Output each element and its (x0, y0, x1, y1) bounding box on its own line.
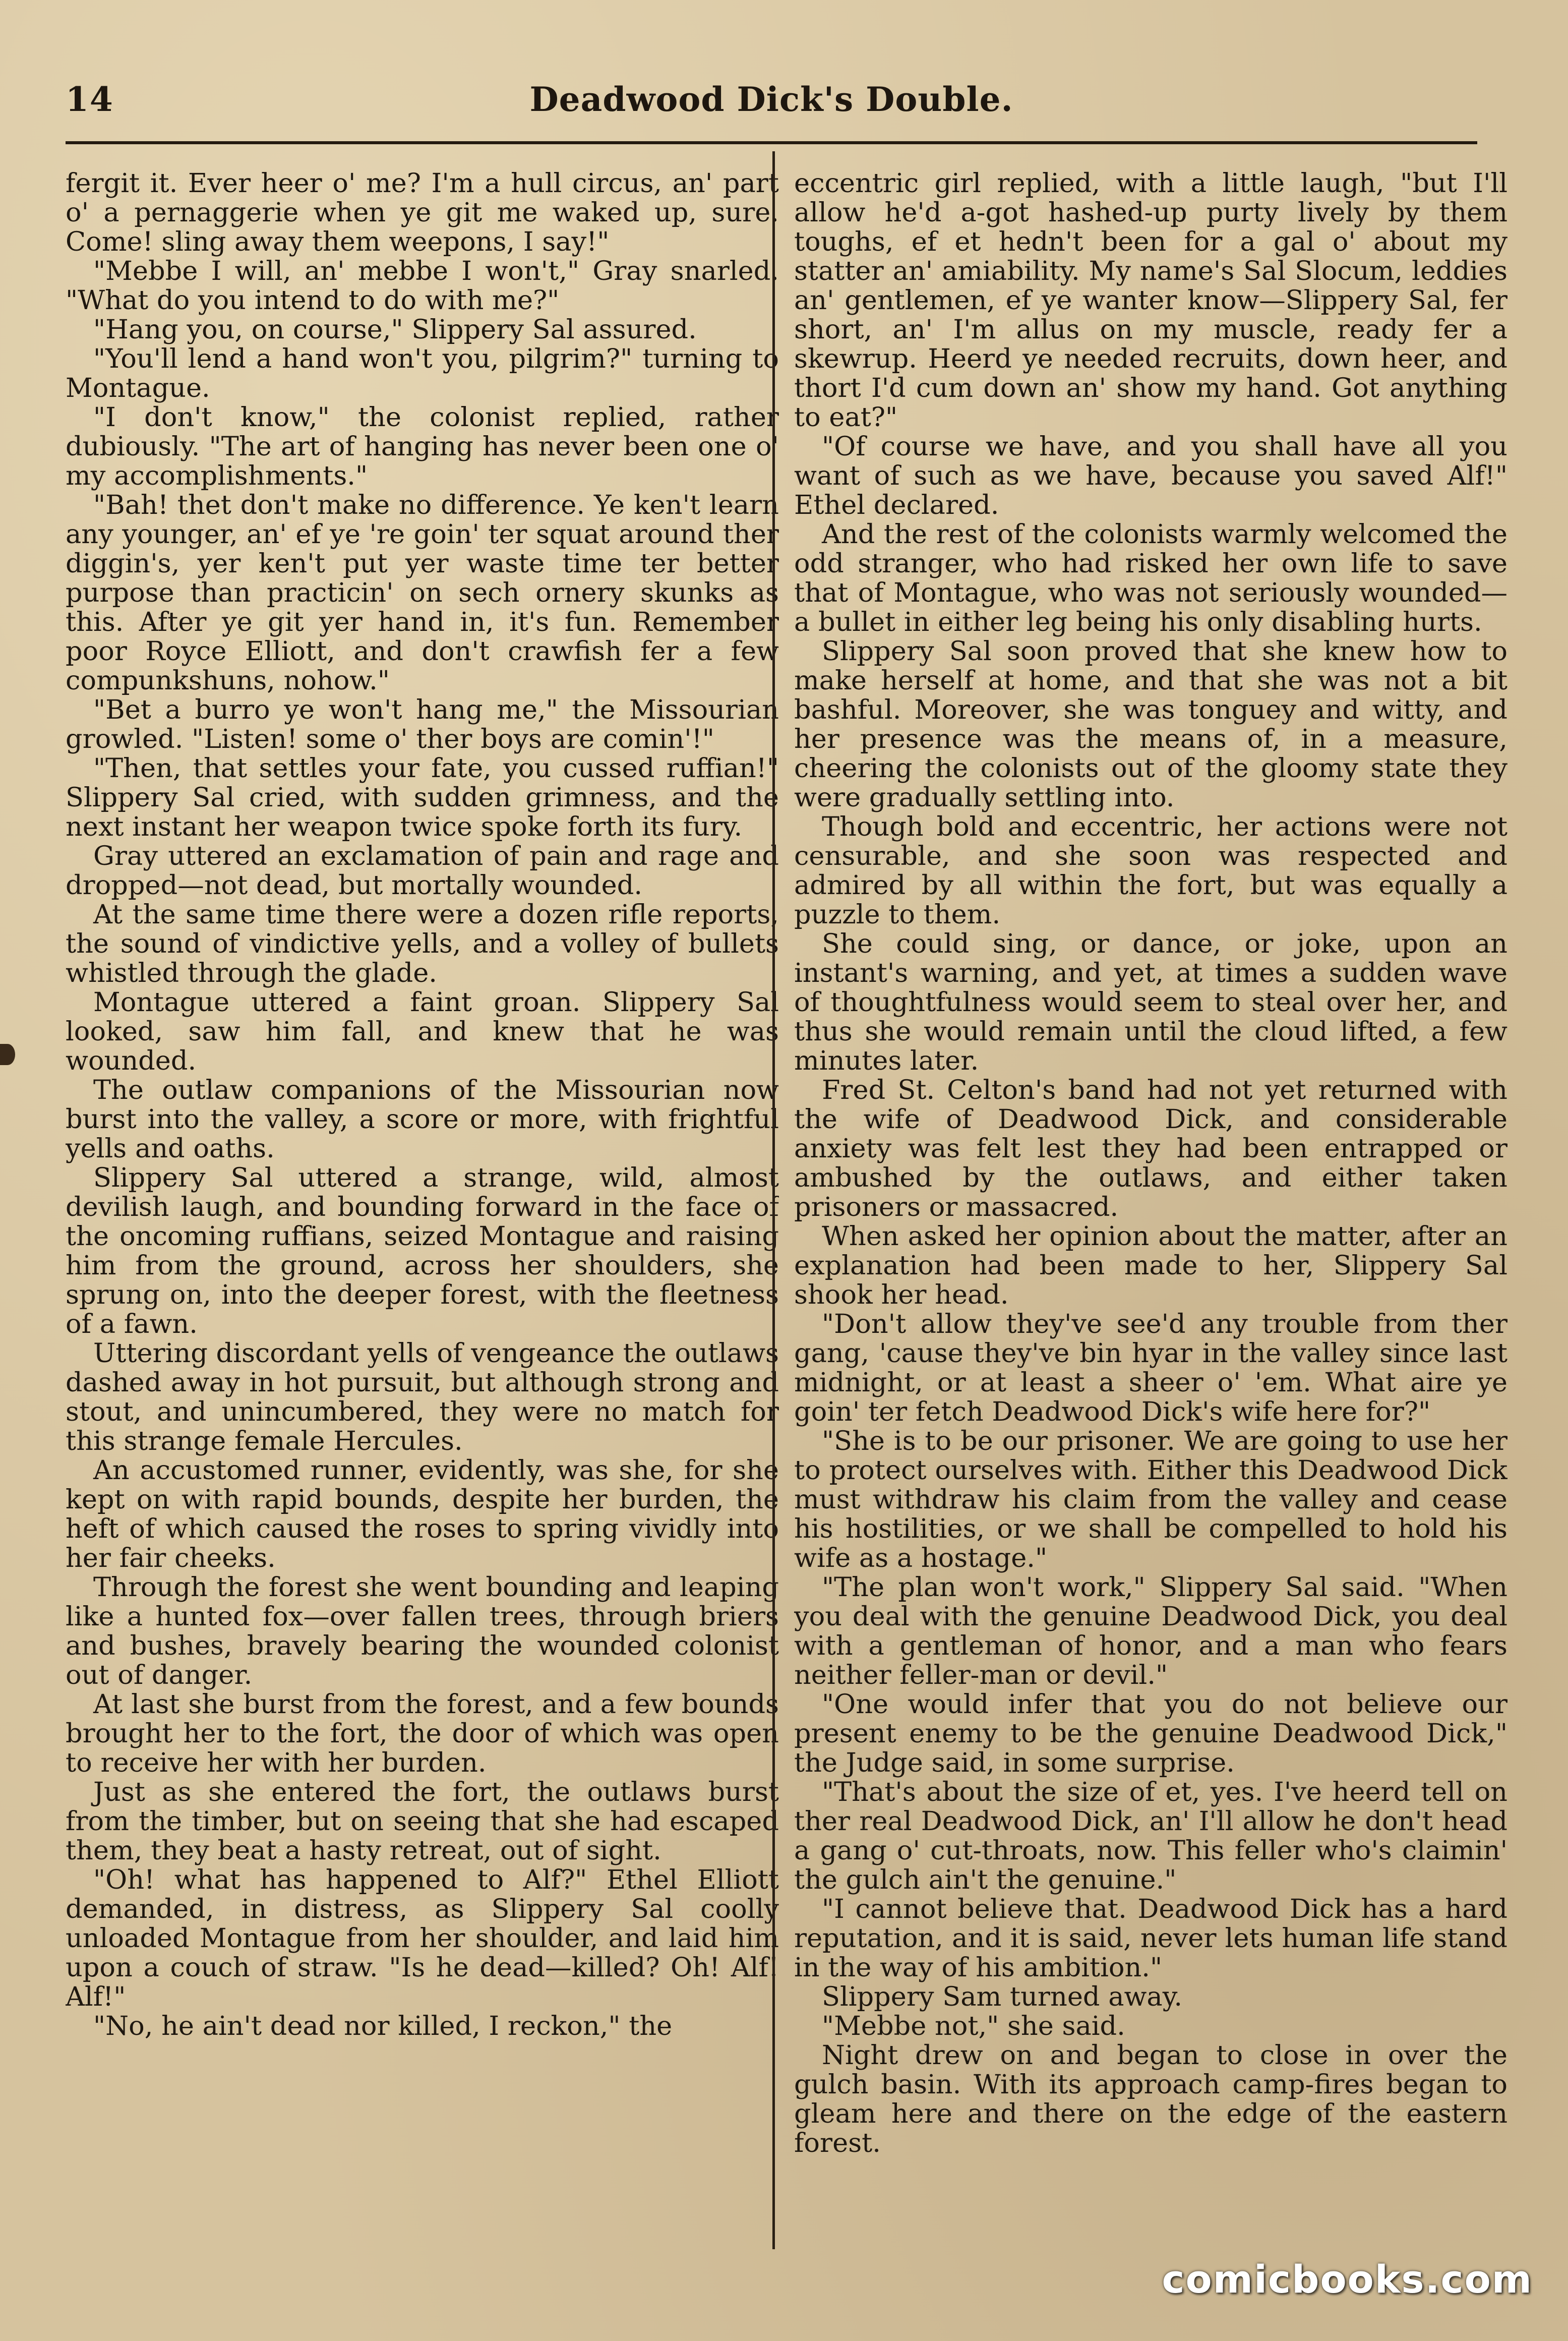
paragraph: Just as she entered the fort, the outlaws burst from the timber, but on seeing that she had escaped them, they beat a hasty retreat, out of sight. (66, 1777, 779, 1866)
paragraph: Slippery Sal uttered a strange, wild, almost devilish laugh, and bounding forward in the face of the oncoming ruffians, seized Montague and raising him from the ground, across her shoulders, she sprung on, into the deeper forest, with the fleetness of a fawn. (66, 1162, 779, 1339)
paragraph: "She is to be our prisoner. We are going to use her to protect ourselves with. Either this Deadwood Dick must withdraw his claim from the valley and cease his hostilities, or we shall be compelled to hold his wife as a hostage." (794, 1426, 1507, 1573)
paragraph: Slippery Sal soon proved that she knew how to make herself at home, and that she was not a bit bashful. Moreover, she was tonguey and witty, and her presence was the means of, in a measure, cheering the colonists out of the gloomy state they were gradually settling into. (794, 636, 1507, 813)
paragraph: "Of course we have, and you shall have all you want of such as we have, because you saved Alf!" Ethel declared. (794, 431, 1507, 520)
paragraph: Though bold and eccentric, her actions were not censurable, and she soon was respected and admired by all within the fort, but was equally a puzzle to them. (794, 811, 1507, 930)
paragraph: Night drew on and began to close in over the gulch basin. With its approach camp-fires began to gleam here and there on the edge of the eastern forest. (794, 2040, 1507, 2158)
column-divider (772, 151, 775, 2249)
paragraph: "One would infer that you do not believe our present enemy to be the genuine Deadwood Dick," the Judge said, in some surprise. (794, 1689, 1507, 1778)
right-column (794, 169, 1507, 2262)
paragraph: At the same time there were a dozen rifle reports, the sound of vindictive yells, and a volley of bullets whistled through the glade. (66, 899, 779, 988)
paragraph: "The plan won't work," Slippery Sal said. "When you deal with the genuine Deadwood Dick, you deal with a gentleman of honor, and a man who fears neither feller-man or devil." (794, 1572, 1507, 1690)
paragraph: An accustomed runner, evidently, was she, for she kept on with rapid bounds, despite her burden, the heft of which caused the roses to spring vividly into her fair cheeks. (66, 1455, 779, 1573)
paragraph: Gray uttered an exclamation of pain and rage and dropped—not dead, but mortally wounded. (66, 841, 779, 901)
running-title: Deadwood Dick's Double. (529, 80, 1013, 119)
paragraph: "Mebbe not," she said. (822, 2011, 1125, 2041)
paragraph: "No, he ain't dead nor killed, I reckon," the (93, 2011, 673, 2041)
header-rule (66, 141, 1477, 144)
paragraph: And the rest of the colonists warmly welcomed the odd stranger, who had risked her own life to save that of Montague, who was not seriously wounded—a bullet in either leg being his only disabling hurts. (794, 519, 1507, 637)
paragraph: The outlaw companions of the Missourian now burst into the valley, a score or more, with frightful yells and oaths. (66, 1075, 779, 1164)
paragraph: eccentric girl replied, with a little laugh, "but I'll allow he'd a-got hashed-up purty lively by them toughs, ef et hedn't been for a gal o' about my statter an' amiability. My name's Sal Slocum, leddies an' gentlemen, ef ye wanter know—Slippery Sal, fer short, an' I'm allus on my muscle, ready fer a skewrup. Heerd ye needed recruits, down heer, and thort I'd cum down an' show my hand. Got anything to eat?" (794, 169, 1507, 433)
paragraph: "Bet a burro ye won't hang me," the Missourian growled. "Listen! some o' ther boys are comin'!" (66, 694, 779, 754)
paragraph: She could sing, or dance, or joke, upon an instant's warning, and yet, at times a sudden wave of thoughtfulness would seem to steal over her, and thus she would remain until the cloud lifted, a few minutes later. (794, 928, 1507, 1076)
paragraph: Montague uttered a faint groan. Slippery Sal looked, saw him fall, and knew that he was wounded. (66, 987, 779, 1076)
paragraph: "Then, that settles your fate, you cussed ruffian!" Slippery Sal cried, with sudden grimness, and the next instant her weapon twice spoke forth its fury. (66, 753, 779, 842)
paragraph: At last she burst from the forest, and a few bounds brought her to the fort, the door of which was open to receive her with her burden. (66, 1689, 779, 1778)
paragraph: Slippery Sam turned away. (822, 1981, 1183, 2012)
watermark-text: comicbooks.com (1162, 2257, 1533, 2302)
paragraph: "Oh! what has happened to Alf?" Ethel Elliott demanded, in distress, as Slippery Sal coolly unloaded Montague from her shoulder, and laid him upon a couch of straw. "Is he dead—killed? Oh! Alf! Alf!" (66, 1864, 779, 2012)
paragraph: When asked her opinion about the matter, after an explanation had been made to her, Slippery Sal shook her head. (794, 1221, 1507, 1310)
paragraph: "Mebbe I will, an' mebbe I won't," Gray snarled. "What do you intend to do with me?" (66, 256, 779, 316)
paragraph: Fred St. Celton's band had not yet returned with the wife of Deadwood Dick, and considerable anxiety was felt lest they had been entrapped or ambushed by the outlaws, and either taken prisoners or massacred. (794, 1075, 1507, 1222)
paragraph: "That's about the size of et, yes. I've heerd tell on ther real Deadwood Dick, an' I'll allow he don't head a gang o' cut-throats, now. This feller who's claimin' the gulch ain't the genuine." (794, 1777, 1507, 1895)
page-header (66, 76, 1477, 131)
paragraph: fergit it. Ever heer o' me? I'm a hull circus, an' part o' a pernaggerie when ye git me waked up, sure. Come! sling away them weepons, I say!" (66, 169, 779, 257)
left-column (66, 169, 779, 2262)
paragraph: Through the forest she went bounding and leaping like a hunted fox—over fallen trees, through briers and bushes, bravely bearing the wounded colonist out of danger. (66, 1572, 779, 1690)
paragraph: "You'll lend a hand won't you, pilgrim?" turning to Montague. (66, 343, 779, 403)
paragraph: "I don't know," the colonist replied, rather dubiously. "The art of hanging has never been one o' my accomplishments." (66, 402, 779, 491)
page-number: 14 (66, 80, 114, 119)
margin-stain (0, 1044, 15, 1065)
paragraph: "I cannot believe that. Deadwood Dick has a hard reputation, and it is said, never lets human life stand in the way of his ambition." (794, 1894, 1507, 1983)
paragraph: "Bah! thet don't make no difference. Ye ken't learn any younger, an' ef ye 're goin' ter squat around ther diggin's, yer ken't put yer waste time ter better purpose than practicin' on sech ornery skunks as this. After ye git yer hand in, it's fun. Remember poor Royce Elliott, and don't crawfish fer a few compunkshuns, nohow." (66, 490, 779, 696)
paragraph: "Don't allow they've see'd any trouble from ther gang, 'cause they've bin hyar in the valley since last midnight, or at least a sheer o' 'em. What aire ye goin' ter fetch Deadwood Dick's wife here for?" (794, 1309, 1507, 1427)
paragraph: "Hang you, on course," Slippery Sal assured. (93, 314, 697, 345)
paragraph: Uttering discordant yells of vengeance the outlaws dashed away in hot pursuit, but although strong and stout, and unincumbered, they were no match for this strange female Hercules. (66, 1338, 779, 1456)
